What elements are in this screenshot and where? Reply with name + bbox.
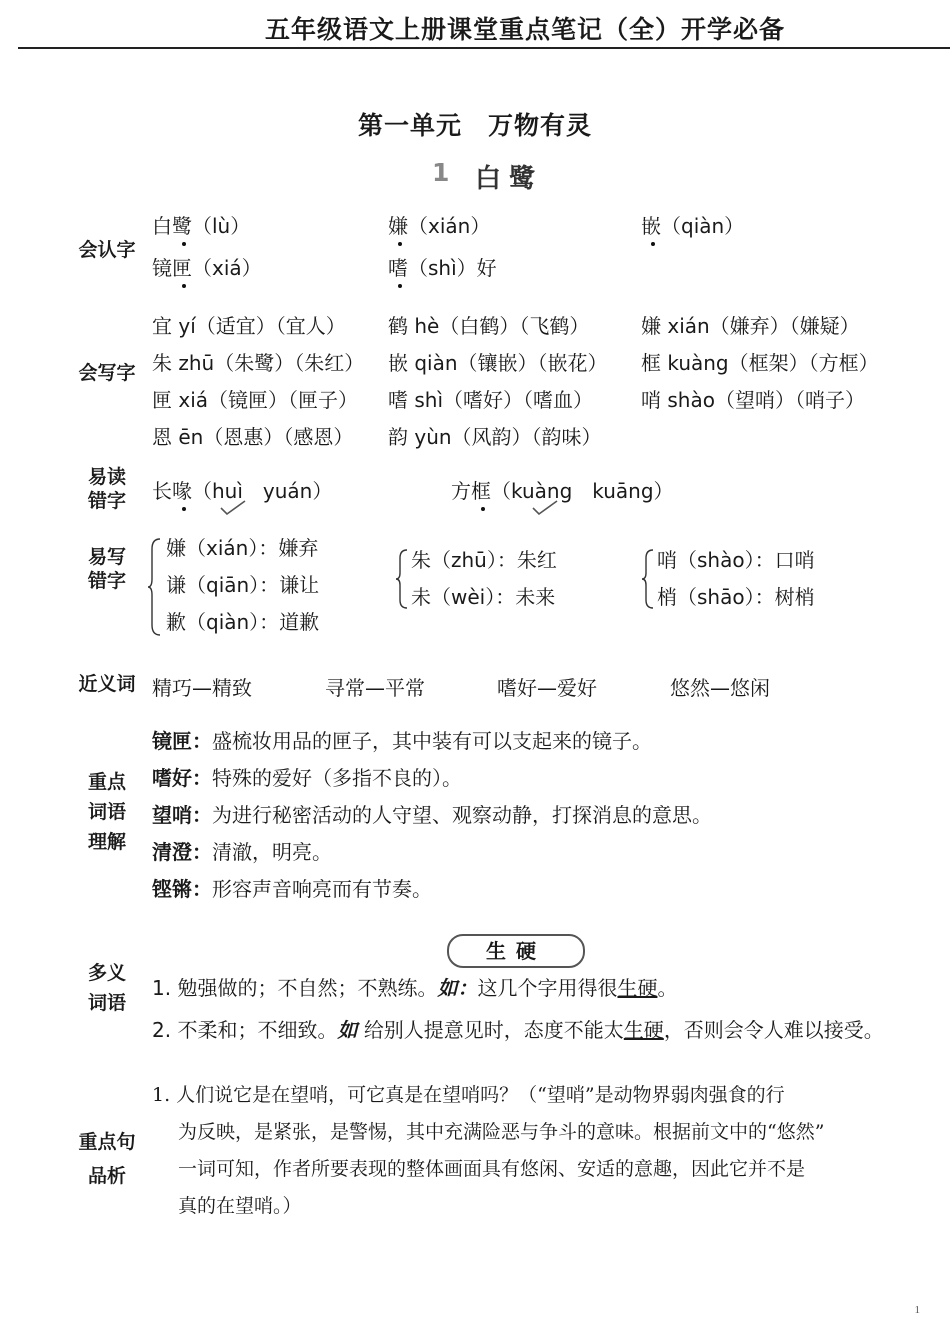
key-word-entry xyxy=(152,728,652,754)
write-item: 框 kuàng（框架）（方框） xyxy=(641,351,879,375)
lesson-number: 1 xyxy=(432,158,450,187)
section-label-synonyms: 近义词 xyxy=(78,673,136,695)
label-line: 易写 xyxy=(87,546,126,568)
miswrite-item: 谦（qiān）：谦让 xyxy=(166,573,320,597)
miswrite-item: 歉（qiàn）：道歉 xyxy=(166,610,320,634)
label-line: 重点句 xyxy=(78,1131,136,1153)
write-item: 朱 zhū（朱鹭）（朱红） xyxy=(152,351,365,375)
label-line: 词语 xyxy=(87,801,126,823)
write-item: 恩 ēn（恩惠）（感恩） xyxy=(152,425,354,449)
key-word-term: 镜匣： xyxy=(152,729,212,753)
label-line: 理解 xyxy=(87,831,126,853)
key-word-entry xyxy=(152,802,712,828)
meaning-text: 2. 不柔和；不细致。 xyxy=(152,1018,338,1042)
recognize-item: 嵌（qiàn） xyxy=(641,214,745,238)
recognize-item: 嫌（xián） xyxy=(388,214,491,238)
miswrite-item: 嫌（xián）：嫌弃 xyxy=(166,536,319,560)
write-item: 宜 yí（适宜）（宜人） xyxy=(152,314,346,338)
key-word-entry xyxy=(152,876,432,902)
example-marker: 如 xyxy=(337,1018,358,1042)
key-word-definition: 形容声音响亮而有节奏。 xyxy=(212,877,432,901)
polysemy-meaning xyxy=(152,1017,884,1043)
write-item: 哨 shào（望哨）（哨子） xyxy=(641,388,865,412)
header-divider xyxy=(18,47,950,49)
emphasis-dot xyxy=(182,284,186,288)
write-item: 匣 xiá（镜匣）（匣子） xyxy=(152,388,359,412)
synonym-pair: 寻常—平常 xyxy=(325,676,425,700)
example-text: 。 xyxy=(657,976,678,1000)
label-line: 词语 xyxy=(87,992,126,1014)
section-label-key-words xyxy=(72,767,142,857)
key-word-definition: 特殊的爱好（多指不良的）。 xyxy=(212,766,462,790)
label-line: 错字 xyxy=(87,490,126,512)
label-line: 易读 xyxy=(87,466,126,488)
example-marker: 如： xyxy=(437,976,478,1000)
key-word-term: 嗜好： xyxy=(152,766,212,790)
key-word-entry xyxy=(152,765,462,791)
section-label-misread xyxy=(72,465,142,513)
check-mark-icon xyxy=(530,498,560,516)
underlined-word: 生硬 xyxy=(617,976,658,1000)
section-label-polysemy xyxy=(72,958,142,1018)
miswrite-item: 哨（shào）：口哨 xyxy=(657,548,815,572)
label-line: 错字 xyxy=(87,570,126,592)
section-label-miswrite xyxy=(72,545,142,593)
polysemy-word-badge: 生硬 xyxy=(447,934,585,968)
write-item: 鹤 hè（白鹤）（飞鹤） xyxy=(388,314,590,338)
page-number: 1 xyxy=(914,1304,920,1316)
left-brace-icon xyxy=(641,548,655,610)
sentence-analysis-line: 1. 人们说它是在望哨，可它真是在望哨吗？（“望哨”是动物界弱肉强食的行 xyxy=(152,1084,785,1106)
key-word-definition: 盛梳妆用品的匣子，其中装有可以支起来的镜子。 xyxy=(212,729,652,753)
label-line: 多义 xyxy=(87,962,126,984)
left-brace-icon xyxy=(395,548,409,610)
polysemy-meaning xyxy=(152,975,677,1001)
key-word-entry xyxy=(152,839,332,865)
key-word-term: 望哨： xyxy=(152,803,212,827)
emphasis-dot xyxy=(651,242,655,246)
section-label-sentence xyxy=(68,1125,146,1193)
recognize-item: 嗜（shì）好 xyxy=(388,256,497,280)
meaning-text: 1. 勉强做的；不自然；不熟练。 xyxy=(152,976,438,1000)
emphasis-dot xyxy=(481,507,485,511)
section-label-write: 会写字 xyxy=(78,362,136,384)
underlined-word: 生硬 xyxy=(623,1018,664,1042)
section-label-recognize: 会认字 xyxy=(78,239,136,261)
left-brace-icon xyxy=(147,537,163,637)
key-word-definition: 为进行秘密活动的人守望、观察动静，打探消息的意思。 xyxy=(212,803,712,827)
sentence-analysis-line: 为反映，是紧张，是警惕，其中充满险恶与争斗的意味。根据前文中的“悠然” xyxy=(178,1121,825,1143)
write-item: 韵 yùn（风韵）（韵味） xyxy=(388,425,602,449)
synonym-pair: 悠然—悠闲 xyxy=(670,676,770,700)
example-text: 这几个字用得很 xyxy=(477,976,618,1000)
label-line: 重点 xyxy=(87,771,126,793)
synonym-pair: 嗜好—爱好 xyxy=(497,676,597,700)
unit-title: 第一单元 万物有灵 xyxy=(357,111,592,140)
check-mark-icon xyxy=(218,498,248,516)
key-word-term: 清澄： xyxy=(152,840,212,864)
miswrite-item: 梢（shāo）：树梢 xyxy=(657,585,815,609)
example-text: ，否则会令人难以接受。 xyxy=(663,1018,884,1042)
key-word-definition: 清澈，明亮。 xyxy=(212,840,332,864)
write-item: 嫌 xián（嫌弃）（嫌疑） xyxy=(641,314,860,338)
emphasis-dot xyxy=(398,242,402,246)
emphasis-dot xyxy=(182,242,186,246)
recognize-item: 白鹭（lù） xyxy=(152,214,251,238)
write-item: 嵌 qiàn（镶嵌）（嵌花） xyxy=(388,351,608,375)
write-item: 嗜 shì（嗜好）（嗜血） xyxy=(388,388,594,412)
sentence-analysis-line: 一词可知，作者所要表现的整体画面具有悠闲、安适的意趣，因此它并不是 xyxy=(178,1158,806,1180)
label-line: 品析 xyxy=(87,1165,126,1187)
miswrite-item: 朱（zhū）：朱红 xyxy=(411,548,557,572)
document-header-title: 五年级语文上册课堂重点笔记（全）开学必备 xyxy=(264,15,785,44)
sentence-analysis-line: 真的在望哨。） xyxy=(178,1195,302,1217)
misread-item: 方框（kuàng kuāng） xyxy=(451,479,674,503)
misread-item: 长喙（huì yuán） xyxy=(152,479,333,503)
key-word-term: 铿锵： xyxy=(152,877,212,901)
emphasis-dot xyxy=(398,284,402,288)
example-text: 给别人提意见时，态度不能太 xyxy=(363,1018,624,1042)
synonym-pair: 精巧—精致 xyxy=(152,676,252,700)
emphasis-dot xyxy=(182,507,186,511)
lesson-title: 白鹭 xyxy=(475,164,544,194)
miswrite-item: 未（wèi）：未来 xyxy=(411,585,556,609)
recognize-item: 镜匣（xiá） xyxy=(152,256,262,280)
